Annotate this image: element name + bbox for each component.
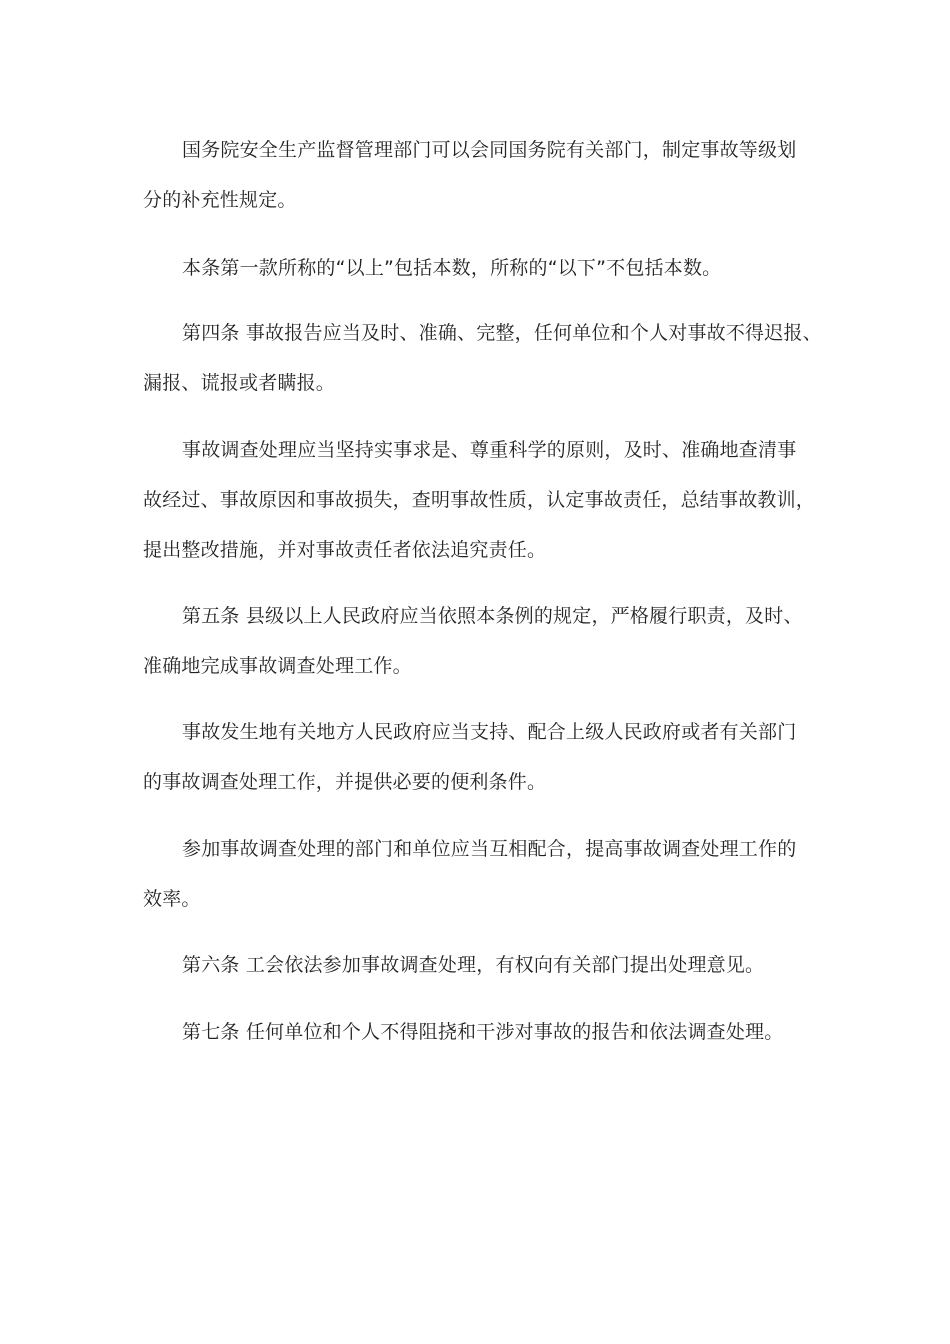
paragraph-line: 准确地完成事故调查处理工作。	[143, 655, 412, 677]
paragraph-line: 国务院安全生产监督管理部门可以会同国务院有关部门，制定事故等级划	[182, 139, 797, 161]
paragraph-line: 分的补充性规定。	[143, 189, 297, 211]
paragraph-line: 漏报、谎报或者瞒报。	[143, 372, 336, 394]
paragraph-line: 事故发生地有关地方人民政府应当支持、配合上级人民政府或者有关部门	[182, 721, 797, 743]
paragraph-line: 第四条 事故报告应当及时、准确、完整，任何单位和个人对事故不得迟报、	[182, 322, 822, 344]
paragraph-line: 第七条 任何单位和个人不得阻挠和干涉对事故的报告和依法调查处理。	[182, 1021, 784, 1043]
paragraph-line: 第六条 工会依法参加事故调查处理，有权向有关部门提出处理意见。	[182, 954, 765, 976]
paragraph-line: 第五条 县级以上人民政府应当依照本条例的规定，严格履行职责，及时、	[182, 605, 803, 627]
paragraph-line: 效率。	[143, 888, 201, 910]
paragraph-line: 的事故调查处理工作，并提供必要的便利条件。	[143, 771, 547, 793]
paragraph-line: 本条第一款所称的“以上”包括本数，所称的“以下”不包括本数。	[182, 257, 722, 279]
paragraph-line: 事故调查处理应当坚持实事求是、尊重科学的原则，及时、准确地查清事	[182, 439, 797, 461]
paragraph-line: 参加事故调查处理的部门和单位应当互相配合，提高事故调查处理工作的	[182, 838, 797, 860]
paragraph-line: 提出整改措施，并对事故责任者依法追究责任。	[143, 539, 547, 561]
paragraph-line: 故经过、事故原因和事故损失，查明事故性质，认定事故责任，总结事故教训，	[143, 489, 816, 511]
